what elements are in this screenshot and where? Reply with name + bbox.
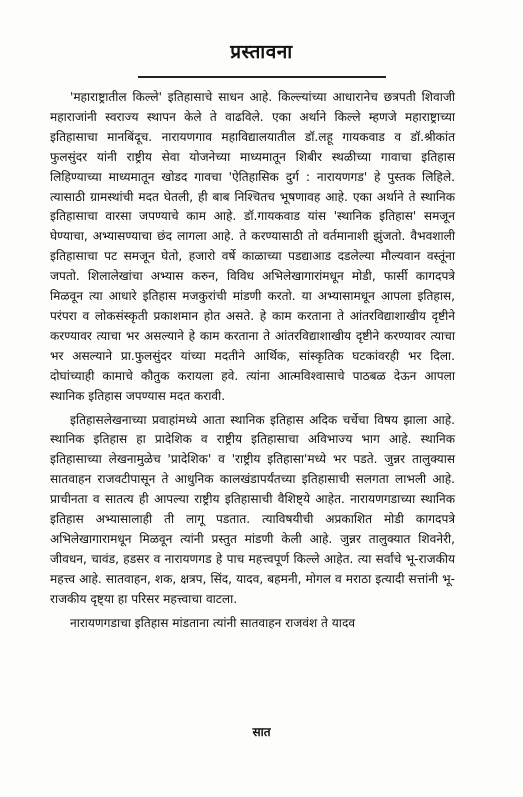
title-container <box>0 38 523 64</box>
paragraph-1: 'महाराष्ट्रातील किल्ले' इतिहासाचे साधन आहे. किल्ल्यांच्या आधारानेच छत्रपती शिवाजी महाराजांनी स्वराज्य स्थापन केले ते वाढविले. एका अर्थाने किल्ले म्हणजे महाराष्ट्राच्या इतिहासाचा मानबिंदूच. नारायणगाव महाविद्यालयातील डॉ.लहू गायकवाड व डॉ.श्रीकांत फुलसुंदर यांनी राष्ट्रीय सेवा योजनेच्या माध्यमातून शिबीर स्थळीच्या गावाचा इतिहास लिहिण्याच्या माध्यमातून खोडद गावचा 'ऐतिहासिक दुर्ग : नारायणगड' हे पुस्तक लिहिले. त्यासाठी ग्रामस्थांची मदत घेतली, ही बाब निश्चितच भूषणावह आहे. एका अर्थाने ते स्थानिक इतिहासाचा वारसा जपण्याचे काम आहे. डॉ.गायकवाड यांस 'स्थानिक इतिहास' समजून घेण्याचा, अभ्यासण्याचा छंद लागला आहे. ते करण्यासाठी तो वर्तमानाशी झुंजतो. वैभवशाली इतिहासाचा पट समजून घेतो, हजारो वर्षे काळाच्या पडद्याआड दडलेल्या मौल्यवान वस्तूंना जपतो. शिलालेखांचा अभ्यास करुन, विविध अभिलेखागारांमधून मोडी, फार्सी कागदपत्रे मिळवून त्या आधारे इतिहास मजकुरांची मांडणी करतो. या अभ्यासामधून आपला इतिहास, परंपरा व लोकसंस्कृती प्रकाशमान होत असते. हे काम करताना ते आंतरविद्याशाखीय दृष्टीने करण्यावर त्याचा भर असल्याने हे काम करताना ते आंतरविद्याशाखीय दृष्टीने करण्यावर त्याचा भर असल्याने प्रा.फुलसुंदर यांच्या मदतीने आर्थिक, सांस्कृतिक घटकांवरही भर दिला. दोघांच्याही कामाचे कौतुक करायला हवे. त्यांना आत्मविश्वासाचे पाठबळ देऊन आपला स्थानिक इतिहास जपण्यास मदत करावी. <box>50 90 455 403</box>
page-number: सात <box>252 725 271 739</box>
body-text <box>50 88 455 633</box>
paragraph-3: नारायणगडाचा इतिहास मांडताना त्यांनी सातवाहन राजवंश ते यादव <box>70 615 356 630</box>
paragraph-2: इतिहासलेखनाच्या प्रवाहांमध्ये आता स्थानिक इतिहास अदिक चर्चेचा विषय झाला आहे. स्थानिक इतिहास हा प्रादेशिक व राष्ट्रीय इतिहासाचा अविभाज्य भाग आहे. स्थानिक इतिहासाच्या लेखनामुळेच 'प्रादेशिक' व 'राष्ट्रीय इतिहासा'मध्ये भर पडते. जुन्नर तालुक्यास सातवाहन राजवटीपासून ते आधुनिक कालखंडापर्यंतच्या इतिहासाची सलगता लाभली आहे. प्राचीनता व सातत्य ही आपल्या राष्ट्रीय इतिहासाची वैशिष्ट्ये आहेत. नारायणगडाच्या स्थानिक इतिहास अभ्यासालाही ती लागू पडतात. त्याविषयीची अप्रकाशित मोडी कागदपत्रे अभिलेखागारामधून मिळवून त्यांनी प्रस्तुत मांडणी केली आहे. जुन्नर तालुक्यात शिवनेरी, जीवधन, चावंड, हडसर व नारायणगड हे पाच महत्त्वपूर्ण किल्ले आहेत. त्या सर्वांचे भू-राजकीय महत्त्व आहे. सातवाहन, शक, क्षत्रप, सिंद, यादव, बहमनी, मोगल व मराठा इत्यादी सत्तांनी भू-राजकीय दृष्ट्या हा परिसर महत्त्वाचा वाटला. <box>50 412 455 606</box>
page-title: प्रस्तावना <box>230 41 293 63</box>
title-underline <box>138 76 386 78</box>
